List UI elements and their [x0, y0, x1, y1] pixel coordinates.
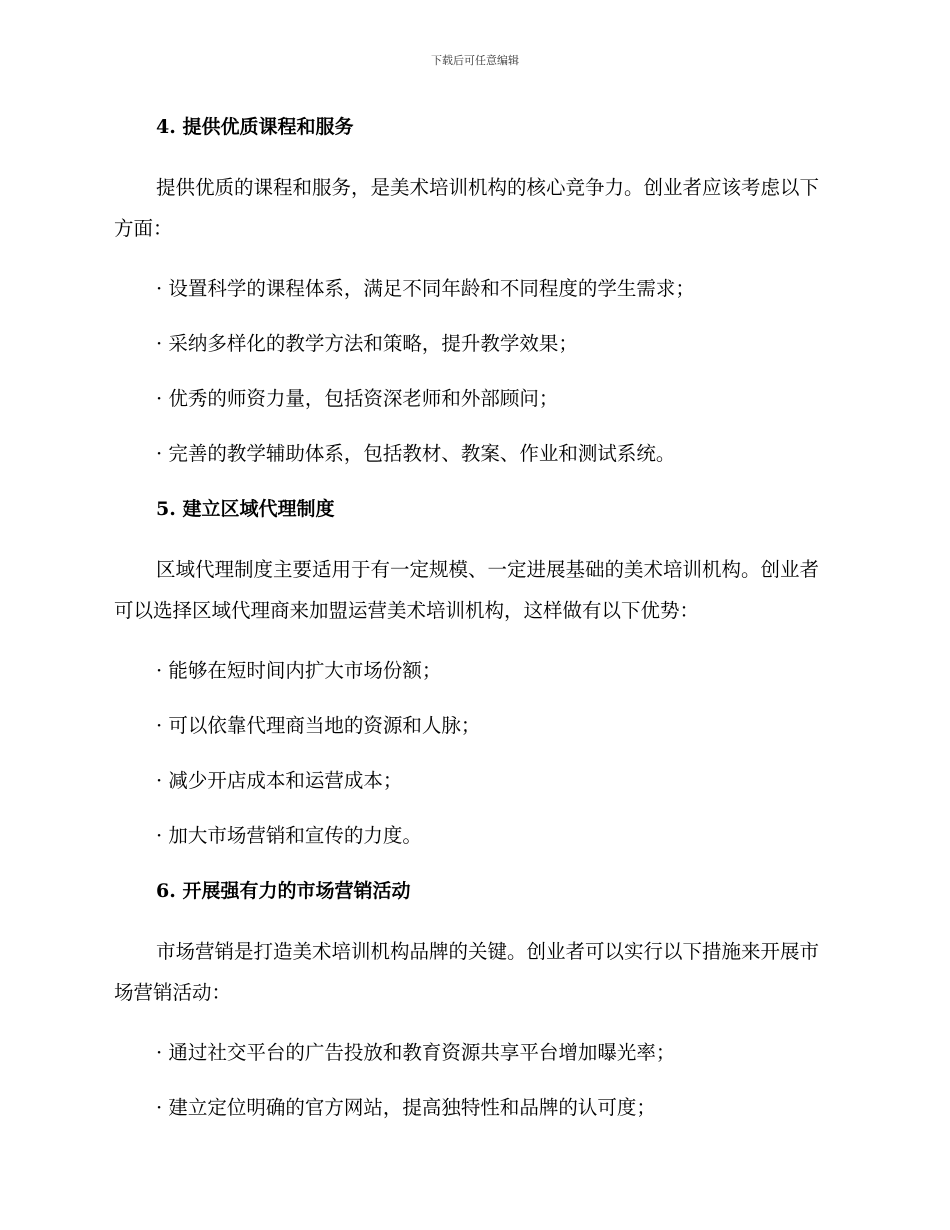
section-5	[114, 494, 834, 876]
section-heading: 5. 建立区域代理制度	[156, 498, 335, 520]
bullet-item: · 建立定位明确的官方网站，提高独特性和品牌的认可度；	[156, 1096, 656, 1119]
bullet-item: · 设置科学的课程体系，满足不同年龄和不同程度的学生需求；	[156, 277, 695, 300]
section-intro-paragraph: 提供优质的课程和服务，是美术培训机构的核心竞争力。创业者应该考虑以下方面：	[114, 176, 820, 240]
bullet-item: · 优秀的师资力量，包括资深老师和外部顾问；	[156, 387, 559, 410]
section-intro-paragraph: 市场营销是打造美术培训机构品牌的关键。创业者可以实行以下措施来开展市场营销活动：	[114, 940, 820, 1004]
bullet-item: · 完善的教学辅助体系，包括教材、教案、作业和测试系统。	[156, 442, 676, 465]
bullet-item: · 减少开店成本和运营成本；	[156, 769, 403, 792]
bullet-item: · 加大市场营销和宣传的力度。	[156, 824, 422, 847]
page-header-note: 下载后可任意编辑	[431, 54, 519, 67]
bullet-item: · 通过社交平台的广告投放和教育资源共享平台增加曝光率；	[156, 1041, 676, 1064]
section-6	[114, 876, 834, 1123]
bullet-item: · 采纳多样化的教学方法和策略，提升教学效果；	[156, 332, 578, 355]
document-body	[114, 112, 834, 1123]
bullet-item: · 可以依靠代理商当地的资源和人脉；	[156, 714, 481, 737]
bullet-item: · 能够在短时间内扩大市场份额；	[156, 659, 442, 682]
section-heading: 6. 开展强有力的市场营销活动	[156, 880, 411, 902]
section-intro-paragraph: 区域代理制度主要适用于有一定规模、一定进展基础的美术培训机构。创业者可以选择区域代理商来加盟运营美术培训机构，这样做有以下优势：	[114, 558, 820, 622]
section-heading: 4. 提供优质课程和服务	[156, 116, 354, 138]
section-4	[114, 112, 834, 494]
